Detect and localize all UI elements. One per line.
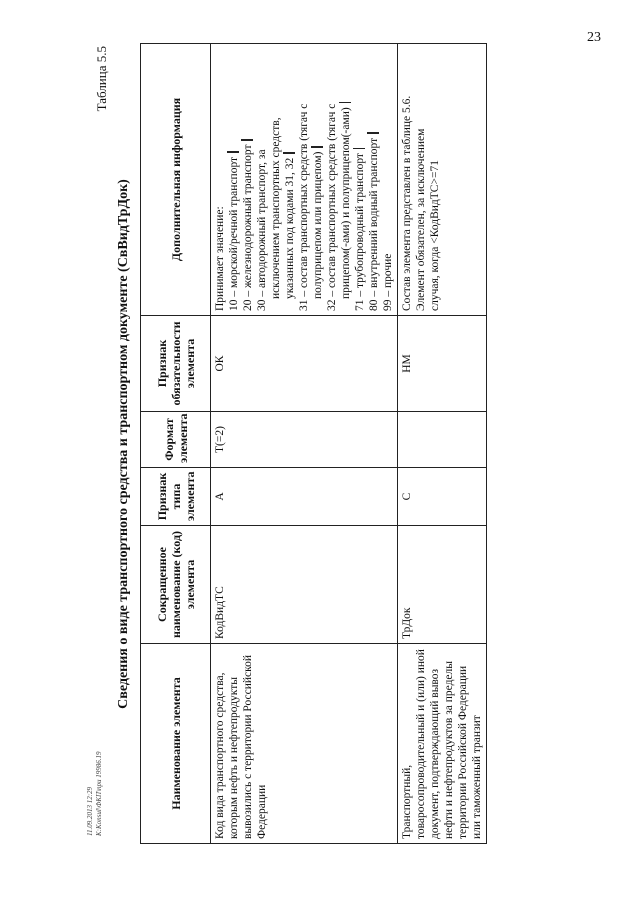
- cell-name: Код вида транспортного средства, которым нефть и нефтепродукты вывозились с территории Российской Федерации: [211, 644, 398, 844]
- info-code-32-a: 32 – состав транспортных средств (тягач с: [326, 103, 338, 311]
- table-label: Таблица 5.5: [94, 46, 109, 112]
- cell-name: Транспортный, товаросопроводительный и (или) иной документ, подтверждающий вывоз нефти и нефтепродуктов за пределы территории Российской Федерации или таможенный транзит: [398, 644, 487, 844]
- header-info: Дополнительная информация: [141, 44, 211, 316]
- header-type: Признак типа элемента: [141, 468, 211, 526]
- cell-type: С: [398, 468, 487, 526]
- info-code-71: 71 – трубопроводный транспорт: [354, 153, 366, 311]
- info-line-1: Состав элемента представлен в таблице 5.6.: [401, 95, 413, 311]
- file-stamp-date: 11.09.2013 12:29: [86, 786, 94, 836]
- cell-required: НМ: [398, 316, 487, 412]
- info-intro: Принимает значение:: [214, 206, 226, 311]
- cell-format: [398, 412, 487, 468]
- file-stamp-path: К:Konsul\ФКП\при 19986.19: [95, 751, 103, 836]
- cell-format: Т(=2): [211, 412, 398, 468]
- cell-required: ОК: [211, 316, 398, 412]
- info-code-32-b: прицепом(-ами) и полуприцепом(-ами): [340, 107, 352, 299]
- table-header-row: [141, 44, 211, 844]
- table-title: Сведения о виде транспортного средства и транспортном документе (СвВидТрДок): [116, 179, 131, 709]
- rotated-table-block: [94, 44, 614, 844]
- header-name: Наименование элемента: [141, 644, 211, 844]
- table-row: [211, 44, 398, 844]
- cell-info: [398, 44, 487, 316]
- page-number: 23: [587, 30, 601, 45]
- info-code-30-b: исключением транспортных средств,: [270, 117, 282, 299]
- info-line-2: Элемент обязателен, за исключением: [415, 128, 427, 311]
- cell-code: ТрДок: [398, 526, 487, 644]
- info-code-31-a: 31 – состав транспортных средств (тягач с: [298, 103, 310, 311]
- elements-table: [140, 43, 487, 844]
- info-code-30-c: указанных под кодами 31, 32: [284, 157, 296, 299]
- info-code-30-a: 30 – автодорожный транспорт, за: [256, 149, 268, 311]
- cell-code: КодВидТС: [211, 526, 398, 644]
- header-code: Сокращенное наименование (код) элемента: [141, 526, 211, 644]
- cell-info: [211, 44, 398, 316]
- info-code-20: 20 – железнодорожный транспорт: [242, 144, 254, 311]
- header-required: Признак обязательности элемента: [141, 316, 211, 412]
- info-code-10: 10 – морской/речной транспорт: [228, 156, 240, 311]
- info-line-3: случая, когда <КодВидТС>=71: [429, 160, 441, 311]
- header-format: Формат элемента: [141, 412, 211, 468]
- info-code-99: 99 – прочие: [382, 253, 394, 311]
- table-row: [398, 44, 487, 844]
- cell-type: А: [211, 468, 398, 526]
- info-code-31-b: полуприцепом или прицепом): [312, 151, 324, 299]
- info-code-80: 80 – внутренний водный транспорт: [368, 137, 380, 311]
